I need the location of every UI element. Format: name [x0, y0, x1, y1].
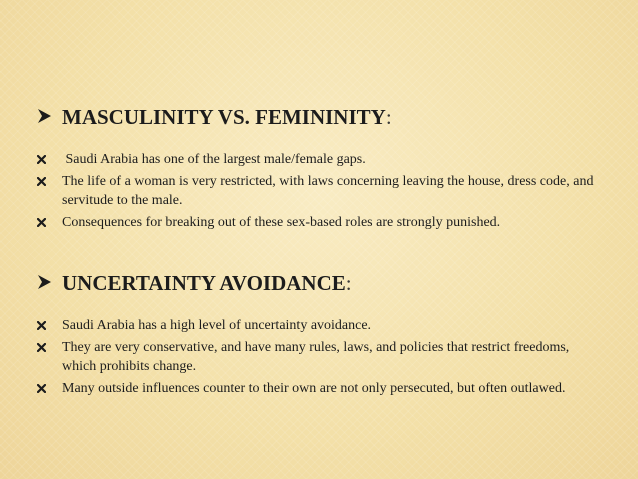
bullet-text: Saudi Arabia has a high level of uncertainty avoidance.: [62, 318, 372, 333]
heading-title: UNCERTAINTY AVOIDANCE: [62, 271, 346, 295]
heading-row: [0, 104, 638, 130]
section-heading: [62, 104, 392, 130]
bullet-text: They are very conservative, and have many rules, laws, and policies that restrict freedoms, which prohibits change.: [62, 340, 570, 374]
heading-row: [0, 270, 638, 296]
heading-suffix: :: [385, 105, 392, 129]
arrow-bullet-icon: [38, 275, 51, 289]
bullet-text: Many outside influences counter to their own are not only persecuted, but often outlawed.: [62, 381, 566, 396]
bullet-text: Consequences for breaking out of these sex-based roles are strongly punished.: [62, 215, 501, 230]
x-mark-bullet-icon: [37, 321, 46, 330]
list-item: [0, 172, 638, 210]
list-item: [0, 213, 638, 232]
bullet-list: [0, 316, 638, 401]
heading-title: MASCULINITY VS. FEMININITY: [62, 105, 386, 129]
heading-suffix: :: [345, 271, 352, 295]
list-item: [0, 150, 638, 169]
x-mark-bullet-icon: [37, 384, 46, 393]
x-mark-bullet-icon: [37, 218, 46, 227]
list-item: [0, 338, 638, 376]
x-mark-bullet-icon: [37, 343, 46, 352]
list-item: [0, 316, 638, 335]
x-mark-bullet-icon: [37, 177, 46, 186]
list-item: [0, 379, 638, 398]
bullet-text: Saudi Arabia has one of the largest male/female gaps.: [62, 152, 366, 167]
section-masculinity: [0, 104, 638, 230]
section-heading: [62, 270, 352, 296]
x-mark-bullet-icon: [37, 155, 46, 164]
bullet-text: The life of a woman is very restricted, with laws concerning leaving the house, dress code, and servitude to the male.: [62, 174, 594, 208]
bullet-list: [0, 150, 638, 235]
section-uncertainty: [0, 270, 638, 396]
arrow-bullet-icon: [38, 109, 51, 123]
